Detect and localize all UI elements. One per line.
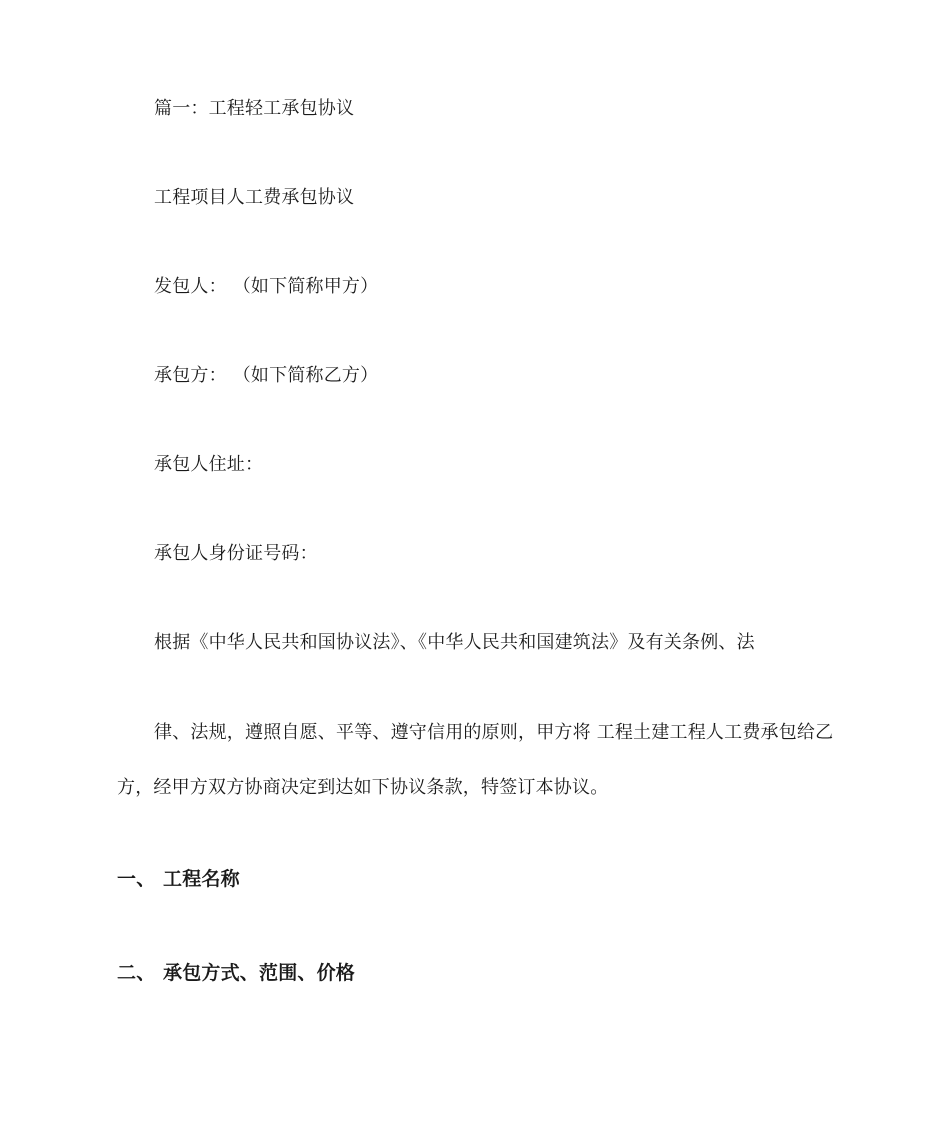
section-heading-2 <box>117 961 355 985</box>
section-number: 一、 <box>117 868 156 890</box>
contractor-address-line: 承包人住址： <box>154 454 264 475</box>
party-a-line: 发包人： （如下简称甲方） <box>154 276 379 297</box>
document-subtitle: 工程项目人工费承包协议 <box>154 187 355 208</box>
section-heading-1 <box>117 867 240 891</box>
section-title: 工程名称 <box>163 868 240 890</box>
paragraph-line-3: 方，经甲方双方协商决定到达如下协议条款，特签订本协议。 <box>117 777 609 798</box>
paragraph-line-1: 根据《中华人民共和国协议法》、《中华人民共和国建筑法》及有关条例、法 <box>154 632 755 653</box>
paragraph-line-2: 律、法规，遵照自愿、平等、遵守信用的原则，甲方将 工程土建工程人工费承包给乙 <box>154 722 834 743</box>
contractor-id-line: 承包人身份证号码： <box>154 543 318 564</box>
document-title: 篇一：工程轻工承包协议 <box>154 98 355 119</box>
section-number: 二、 <box>117 962 156 984</box>
section-title: 承包方式、范围、价格 <box>163 962 356 984</box>
party-b-line: 承包方： （如下简称乙方） <box>154 365 379 386</box>
